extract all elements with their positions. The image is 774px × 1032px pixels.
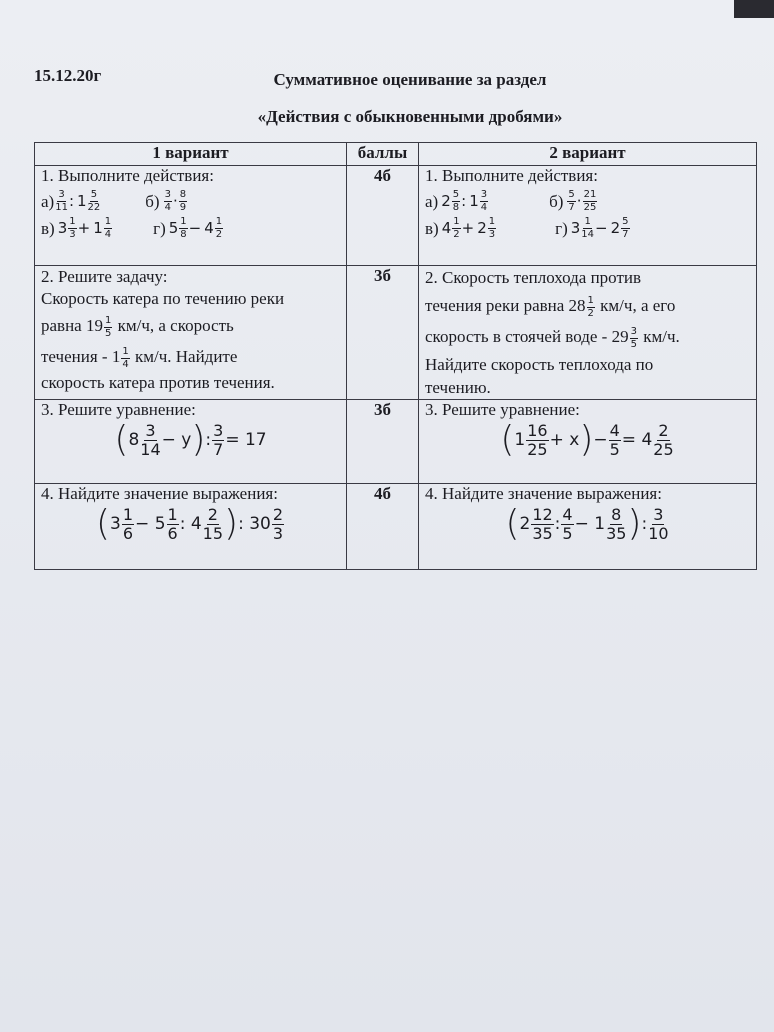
document-title: Суммативное оценивание за раздел (273, 70, 547, 89)
task-instruction: 4. Найдите значение выражения: (425, 484, 662, 503)
expression-row (41, 217, 340, 240)
problem-text-line: скорость катера против течения. (41, 373, 275, 392)
task-instruction: 3. Решите уравнение: (425, 400, 580, 419)
math-expression: $\frac{5}{7}$ · $\frac{21}{25}$ (568, 189, 597, 213)
math-expression: 2 $\frac{5}{8}$ : 1 $\frac{3}{4}$ (438, 189, 488, 213)
task-instruction: 1. Выполните действия: (425, 166, 598, 185)
problem-text-line: течения - 1 $\frac{1}{4}$ км/ч. Найдите (41, 345, 238, 370)
expression: (3 $\frac{1}{6}$ − 5 $\frac{1}{6}$ : 4 $\frac{2}{15}$ ): 30 $\frac{2}{3}$ (95, 503, 284, 544)
points-cell: 3б (347, 266, 419, 400)
task-instruction: 1. Выполните действия: (41, 166, 214, 185)
math-expression: 5 $\frac{1}{8}$ − 4 $\frac{1}{2}$ (165, 216, 223, 240)
table-row (35, 484, 757, 570)
task-2-variant-2 (419, 266, 757, 400)
math-expression: 3 $\frac{1}{14}$ − 2 $\frac{5}{7}$ (567, 216, 629, 240)
problem-text-line: течению. (425, 378, 491, 397)
column-header-variant-1: 1 вариант (35, 143, 347, 166)
problem-text-line: течения реки равна 28 $\frac{1}{2}$ км/ч, а его (425, 294, 676, 319)
photo-corner-shadow (734, 0, 774, 18)
item-label: г) (153, 218, 166, 238)
task-3-variant-2 (419, 400, 757, 484)
math-expression: $\frac{3}{4}$ · $\frac{8}{9}$ (164, 189, 187, 213)
expression-row (425, 190, 750, 213)
document-subtitle: «Действия с обыкновенными дробями» (257, 107, 563, 126)
document-date: 15.12.20г (34, 66, 102, 85)
math-expression: $\frac{3}{11}$ : 1 $\frac{5}{22}$ (55, 189, 101, 213)
equation: (1 $\frac{16}{25}$ + x)− $\frac{4}{5}$ = 4 $\frac{2}{25}$ (500, 419, 674, 460)
task-4-variant-2 (419, 484, 757, 570)
problem-text-line: скорость в стоячей воде - 29 $\frac{3}{5}$ км/ч. (425, 325, 680, 350)
expression-row (41, 190, 340, 213)
column-header-points: баллы (347, 143, 419, 166)
column-header-variant-2: 2 вариант (419, 143, 757, 166)
problem-text-line: Скорость катера по течению реки (41, 289, 285, 308)
task-instruction: 4. Найдите значение выражения: (41, 484, 278, 503)
assessment-table (34, 142, 757, 570)
task-2-variant-1 (35, 266, 347, 400)
item-label: а) (425, 191, 439, 211)
table-row (35, 400, 757, 484)
task-3-variant-1 (35, 400, 347, 484)
task-instruction: 3. Решите уравнение: (41, 400, 196, 419)
item-label: в) (41, 218, 55, 238)
table-row (35, 266, 757, 400)
points-cell: 4б (347, 166, 419, 266)
problem-text-line: 2. Скорость теплохода против (425, 268, 642, 287)
problem-text-line: Найдите скорость теплохода по (425, 355, 654, 374)
item-label: в) (425, 218, 439, 238)
task-1-variant-2 (419, 166, 757, 266)
expression-row (425, 217, 750, 240)
points-cell: 3б (347, 400, 419, 484)
problem-text-line: равна 19 $\frac{1}{5}$ км/ч, а скорость (41, 314, 234, 339)
equation: (8 $\frac{3}{14}$ − y): $\frac{3}{7}$ = 17 (114, 419, 267, 460)
item-label: б) (145, 191, 160, 211)
item-label: г) (555, 218, 568, 238)
table-header-row (35, 143, 757, 166)
item-label: а) (41, 191, 55, 211)
task-1-variant-1 (35, 166, 347, 266)
expression: (2 $\frac{12}{35}$ : $\frac{4}{5}$ − 1 $\frac{8}{35}$ ): $\frac{3}{10}$ (505, 503, 669, 544)
table-row (35, 166, 757, 266)
points-cell: 4б (347, 484, 419, 570)
math-expression: 3 $\frac{1}{3}$ + 1 $\frac{1}{4}$ (54, 216, 112, 240)
task-instruction: 2. Решите задачу: (41, 267, 168, 286)
task-4-variant-1 (35, 484, 347, 570)
math-expression: 4 $\frac{1}{2}$ + 2 $\frac{1}{3}$ (438, 216, 496, 240)
item-label: б) (549, 191, 564, 211)
